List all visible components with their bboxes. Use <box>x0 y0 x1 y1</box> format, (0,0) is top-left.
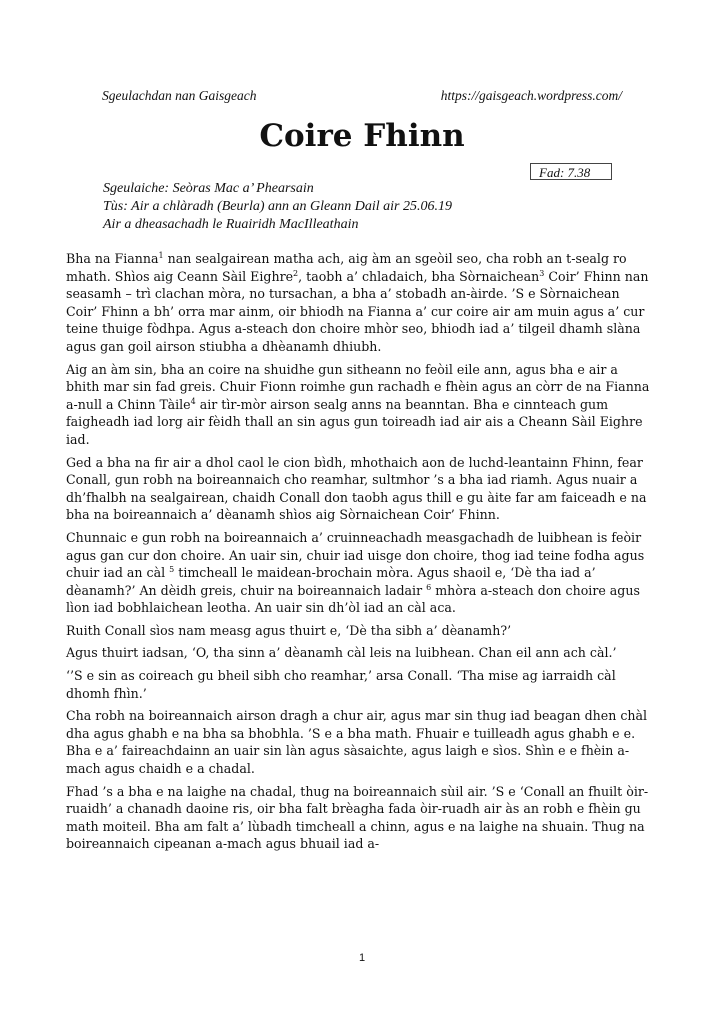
paragraph: Chunnaic e gun robh na boireannaich a’ cruinneachadh measgachadh de luibhean is feòir agus gan cur don choire. An uair sin, chuir iad uisge don choire, thog iad teine fodha agus chuir iad an càl $^5$ timcheall le maidean-brochain mòra. Agus shaoil e, ‘Dè tha iad a’ dèanamh?’ An dèidh greis, chuir na boireannaich ladair $^6$ mhòra a-steach don choire agus lìon iad bobhlaichean leotha. An uair sin dh’òl iad an càl aca. <box>66 529 645 616</box>
paragraph: Agus thuirt iadsan, ‘O, tha sinn a’ dèanamh càl leis na luibhean. Chan eil ann ach càl.’ <box>66 645 617 661</box>
footnote-marker[interactable]: 1 <box>158 250 164 260</box>
paragraph: Bha na Fianna$^1$ nan sealgairean matha ach, aig àm an sgeòil seo, cha robh an t-sealg ro mhath. Shìos aig Ceann Sàil Eighre$^2$, taobh a’ chladaich, bha Sòrnaichean$^3$ Coir’ Fhinn nan seasamh – trì clachan mòra, no tursachan, a bha a’ stobadh an-àirde. ’S e Sòrnaichean Coir’ Fhinn a bh’ orra mar ainm, oir bhiodh na Fianna a’ cur coire air am muin agus a’ cur teine thuige fòdhpa. Agus a-steach don choire mhòr seo, bhiodh iad a’ tilgeil dhamh slàna agus gan goil airson stiubha a dhèanamh dhiubh. <box>66 250 649 354</box>
footnote-marker[interactable]: 4 <box>190 396 196 406</box>
header-site-title: Sgeulachdan nan Gaisgeach <box>102 88 257 103</box>
footnote-marker[interactable]: 5 <box>169 564 175 574</box>
story-metadata <box>103 180 623 234</box>
narrator-line: Sgeulaiche: Seòras Mac a’ Phearsain <box>103 181 314 196</box>
paragraph: ‘’S e sin as coireach gu bheil sibh cho reamhar,’ arsa Conall. ‘Tha mise ag iarraidh càl dhomh fhìn.’ <box>66 668 616 701</box>
footnote-marker[interactable]: 2 <box>293 268 299 278</box>
paragraph: Ged a bha na fir air a dhol caol le cion bìdh, mhothaich aon de luchd-leantainn Fhinn, fear Conall, gun robh na boireannaich cho reamhar, sultmhor ’s a bha iad riamh. Agus nuair a dh’fhalbh na sealgairean, chaidh Conall don taobh agus thill e gu àite far am faiceadh e na bha na boireannaich a’ dèanamh shìos aig Sòrnaichean Coir’ Fhinn. <box>66 454 647 523</box>
page-header <box>102 88 622 108</box>
paragraph: Fhad ’s a bha e na laighe na chadal, thug na boireannaich sùil air. ’S e ‘Conall an fhuilt òir-ruaidh’ a chanadh daoine ris, oir bha falt brèagha fada òir-ruadh air às an robh e fhèin gu math moiteil. Bha am falt a’ lùbadh timcheall a chinn, agus e na laighe na shuain. Thug na boireannaich cipeanan a-mach agus bhuail iad a- <box>66 783 649 852</box>
source-line: Tùs: Air a chlàradh (Beurla) ann an Gleann Dail air 25.06.19 <box>103 199 452 214</box>
translator-line: Air a dheasachadh le Ruairidh MacIlleathain <box>103 217 359 232</box>
duration-box: Fad: 7.38 <box>530 163 612 180</box>
footnote-marker[interactable]: 3 <box>539 268 545 278</box>
document-title: Coire Fhinn <box>259 118 465 154</box>
paragraph: Aig an àm sin, bha an coire na shuidhe gun sitheann no feòil eile ann, agus bha e air a bhith mar sin fad greis. Chuir Fionn roimhe gun rachadh e fhèin agus an còrr de na Fianna a-null a Chinn Tàile$^4$ air tìr-mòr airson sealg anns na beanntan. Bha e cinnteach gum faigheadh iad lorg air fèidh thall an sin agus gun toireadh iad air ais a Cheann Sàil Eighre iad. <box>66 361 650 447</box>
footnote-marker[interactable]: 6 <box>426 582 432 592</box>
story-body <box>66 250 654 858</box>
header-url[interactable]: https://gaisgeach.wordpress.com/ <box>440 88 622 103</box>
paragraph: Cha robh na boireannaich airson dragh a chur air, agus mar sin thug iad beagan dhen chàl dha agus ghabh e na bha sa bhobhla. ’S e a bha math. Fhuair e tuilleadh agus ghabh e e. Bha e a’ faireachdainn an uair sin làn agus sàsaichte, agus laigh e sìos. Shìn e e fhèin a-mach agus chaidh e a chadal. <box>66 708 648 777</box>
paragraph: Ruith Conall sìos nam measg agus thuirt e, ‘Dè tha sibh a’ dèanamh?’ <box>66 622 512 638</box>
page-number: 1 <box>358 952 366 964</box>
